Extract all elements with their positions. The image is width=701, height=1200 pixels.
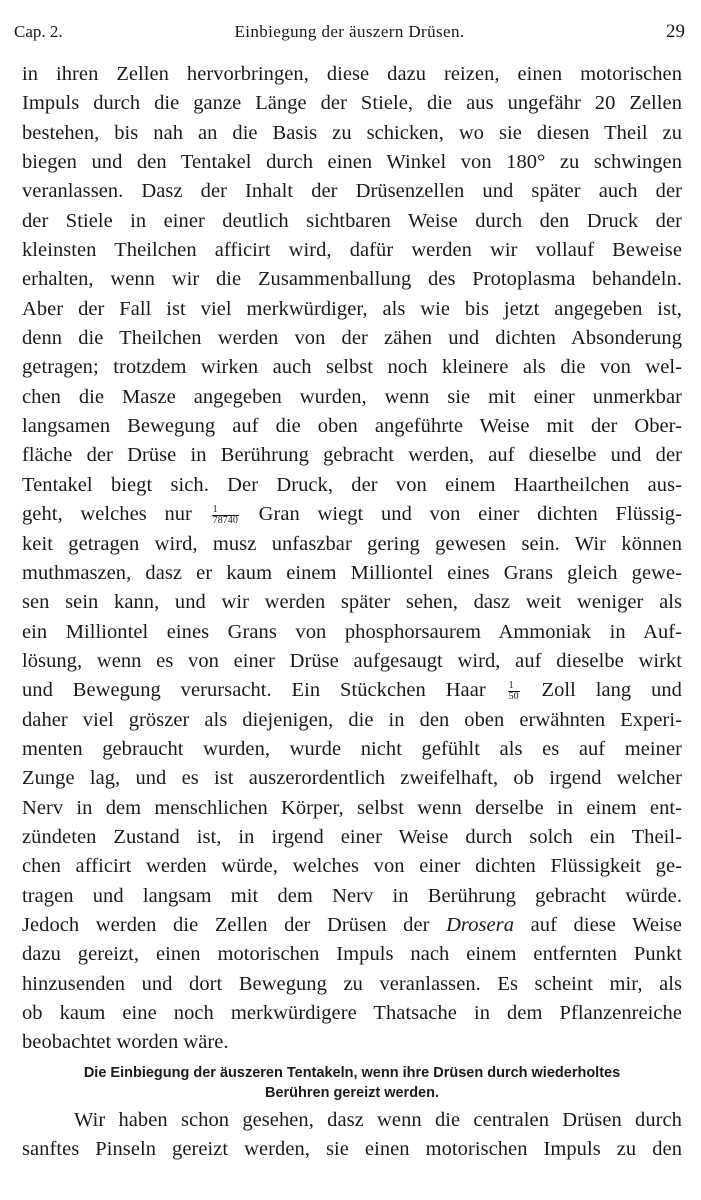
- text-line: hinzusenden und dort Bewegung zu veranlassen. Es scheint mir, als: [22, 972, 682, 995]
- fraction: [508, 681, 520, 702]
- text-line: dazu gereizt, einen motorischen Impuls nach einem entfernten Punkt: [22, 943, 682, 966]
- text-line: Zunge lag, und es ist auszerordentlich zweifelhaft, ob irgend welcher: [22, 767, 682, 790]
- fraction-denominator: 78740: [212, 514, 238, 526]
- text-line: muthmaszen, dasz er kaum einem Milliontel eines Grans gleich gewe-: [22, 561, 682, 584]
- text-line: ein Milliontel eines Grans von phosphorsaurem Ammoniak in Auf-: [22, 620, 682, 643]
- fraction-numerator: 1: [508, 681, 520, 692]
- text-line-with-fraction: [22, 676, 682, 705]
- text-line: ob kaum eine noch merkwürdigere Thatsache in dem Pflanzenreiche: [22, 1002, 682, 1024]
- text-line: kleinsten Theilchen afficirt wird, dafür werden wir vollauf Beweise: [22, 239, 682, 262]
- text-line: chen die Masze angegeben wurden, wenn sie mit einer unmerkbar: [22, 385, 682, 408]
- text-line: fläche der Drüse in Berührung gebracht werden, auf dieselbe und der: [22, 444, 682, 467]
- body-paragraph-2: [22, 1106, 682, 1165]
- heading-line: Berühren gereizt werden.: [264, 1085, 440, 1101]
- text-line: bestehen, bis nah an die Basis zu schicken, wo sie diesen Theil zu: [22, 121, 682, 144]
- text-segment: und Bewegung verursacht. Ein Stückchen Haar: [22, 679, 486, 702]
- section-heading: [22, 1063, 682, 1103]
- text-line: langsamen Bewegung auf die oben angeführte Weise mit der Ober-: [22, 415, 682, 438]
- text-line: Wir haben schon gesehen, dasz wenn die centralen Drüsen durch: [74, 1109, 682, 1131]
- text-line-with-fraction: [22, 500, 682, 529]
- text-line: beobachtet worden wäre.: [22, 1031, 229, 1054]
- text-line: sanftes Pinseln gereizt werden, sie einen motorischen Impuls zu den: [22, 1138, 682, 1161]
- fraction: [212, 505, 239, 526]
- text-line: getragen; trotzdem wirken auch selbst noch kleinere als die von wel-: [22, 356, 682, 379]
- text-segment: Zoll lang und: [541, 679, 682, 702]
- italic-genus-name: Drosera: [446, 913, 515, 936]
- heading-line: Die Einbiegung der äuszeren Tentakeln, wenn ihre Drüsen durch wiederholtes: [83, 1065, 621, 1081]
- text-segment: auf diese Weise: [530, 913, 682, 936]
- text-line: erhalten, wenn wir die Zusammenballung des Protoplasma behandeln.: [22, 268, 682, 291]
- running-title: Einbiegung der äuszern Drüsen.: [234, 22, 465, 41]
- fraction-denominator: 50: [508, 691, 519, 703]
- text-line-with-italic: [22, 911, 682, 940]
- text-line: der Stiele in einer deutlich sichtbaren Weise durch den Druck der: [22, 209, 682, 232]
- text-line: biegen und den Tentakel durch einen Winkel von 180° zu schwingen: [22, 151, 682, 174]
- text-line: lösung, wenn es von einer Drüse aufgesaugt wird, auf dieselbe wirkt: [22, 649, 682, 672]
- text-segment: geht, welches nur: [22, 503, 192, 526]
- text-line: denn die Theilchen werden von der zähen und dichten Absonderung: [22, 327, 682, 350]
- text-segment: Jedoch werden die Zellen der Drüsen der: [22, 913, 430, 936]
- text-line: keit getragen wird, musz unfaszbar gering gewesen sein. Wir können: [22, 532, 682, 555]
- text-line: Tentakel biegt sich. Der Druck, der von einem Haartheilchen aus-: [22, 473, 682, 496]
- body-paragraph: [22, 60, 682, 1058]
- text-line: daher viel gröszer als diejenigen, die in den oben erwähnten Experi-: [22, 708, 682, 731]
- text-segment: Gran wiegt und von einer dichten Flüssig-: [258, 503, 682, 526]
- text-line: tragen und langsam mit dem Nerv in Berührung gebracht würde.: [22, 884, 682, 907]
- chapter-label: Cap. 2.: [14, 22, 63, 41]
- text-line: veranlassen. Dasz der Inhalt der Drüsenzellen und später auch der: [22, 180, 682, 203]
- page-number: 29: [666, 21, 685, 42]
- running-head: [14, 18, 685, 46]
- text-line: chen afficirt werden würde, welches von einer dichten Flüssigkeit ge-: [22, 855, 682, 878]
- text-line: Impuls durch die ganze Länge der Stiele, die aus ungefähr 20 Zellen: [22, 92, 682, 115]
- text-line: zündeten Zustand ist, in irgend einer Weise durch solch ein Theil-: [22, 825, 682, 848]
- text-line: Aber der Fall ist viel merkwürdiger, als wie bis jetzt angegeben ist,: [22, 297, 682, 320]
- fraction-numerator: 1: [212, 505, 239, 516]
- text-line: sen sein kann, und wir werden später sehen, dasz weit weniger als: [22, 591, 682, 614]
- text-line: in ihren Zellen hervorbringen, diese dazu reizen, einen motorischen: [22, 63, 682, 85]
- text-line: menten gebraucht wurden, wurde nicht gefühlt als es auf meiner: [22, 737, 682, 760]
- text-line: Nerv in dem menschlichen Körper, selbst wenn derselbe in einem ent-: [22, 796, 682, 819]
